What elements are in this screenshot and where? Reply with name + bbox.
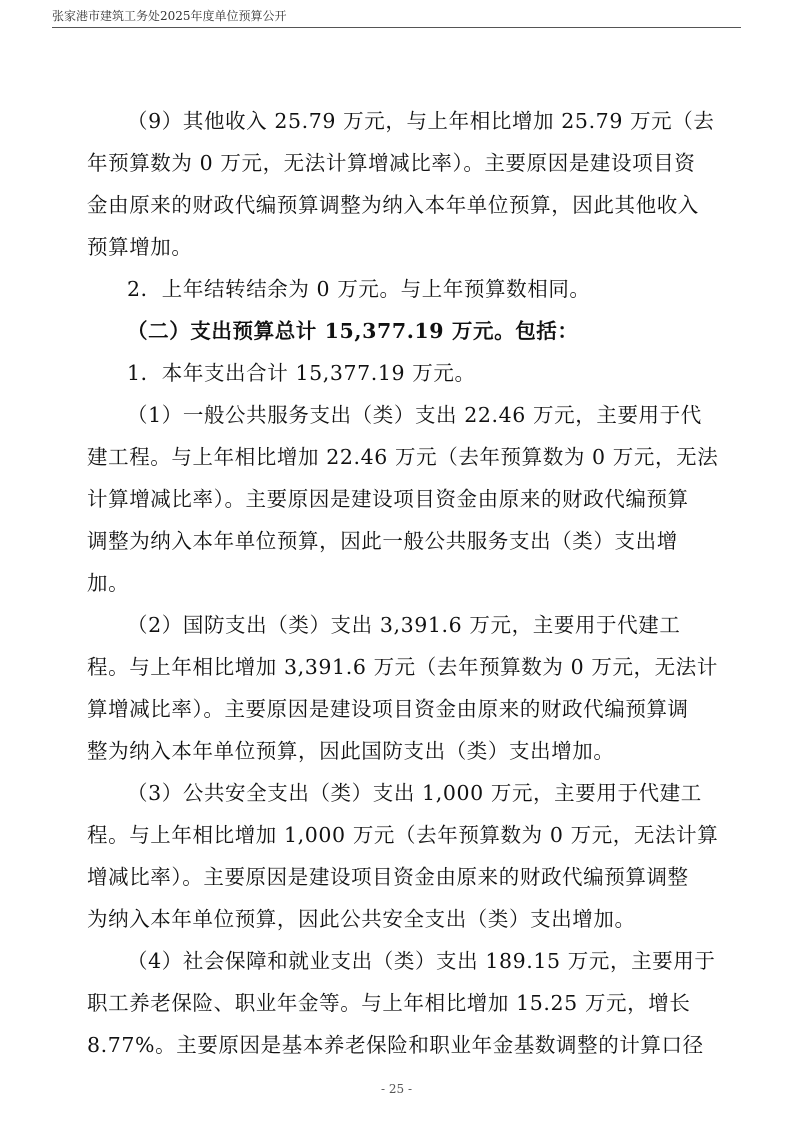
paragraph-line: 程。与上年相比增加 1,000 万元（去年预算数为 0 万元，无法计算 [87,823,719,847]
paragraph-line: 算增减比率）。主要原因是建设项目资金由原来的财政代编预算调 [87,697,689,721]
paragraph-line: 增减比率）。主要原因是建设项目资金由原来的财政代编预算调整 [87,865,689,889]
paragraph-line: 1．本年支出合计 15,377.19 万元。 [127,361,476,385]
paragraph-line: 计算增减比率）。主要原因是建设项目资金由原来的财政代编预算 [87,487,689,511]
page-header-title: 张家港市建筑工务处2025年度单位预算公开 [52,9,287,23]
paragraph-line: 整为纳入本年单位预算，因此国防支出（类）支出增加。 [87,739,615,763]
paragraph-line: 8.77%。主要原因是基本养老保险和职业年金基数调整的计算口径 [87,1033,704,1057]
paragraph-line: 建工程。与上年相比增加 22.46 万元（去年预算数为 0 万元，无法 [87,445,719,469]
paragraph-line: （1）一般公共服务支出（类）支出 22.46 万元，主要用于代 [127,403,702,427]
paragraph-line: 职工养老保险、职业年金等。与上年相比增加 15.25 万元，增长 [87,991,691,1015]
paragraph-line: 2．上年结转结余为 0 万元。与上年预算数相同。 [127,277,591,301]
paragraph-line: 调整为纳入本年单位预算，因此一般公共服务支出（类）支出增 [87,529,678,553]
section-heading: （二）支出预算总计 15,377.19 万元。包括： [127,319,579,343]
paragraph-line: 金由原来的财政代编预算调整为纳入本年单位预算，因此其他收入 [87,193,699,217]
paragraph-line: 程。与上年相比增加 3,391.6 万元（去年预算数为 0 万元，无法计 [87,655,718,679]
paragraph-line: （9）其他收入 25.79 万元，与上年相比增加 25.79 万元（去 [127,109,715,133]
page-number: - 25 - [380,1082,412,1096]
paragraph-line: 预算增加。 [87,235,193,259]
paragraph-line: 年预算数为 0 万元，无法计算增减比率）。主要原因是建设项目资 [87,151,696,175]
paragraph-line: （3）公共安全支出（类）支出 1,000 万元，主要用于代建工 [127,781,702,805]
paragraph-line: （2）国防支出（类）支出 3,391.6 万元，主要用于代建工 [127,613,681,637]
header-divider [52,27,741,28]
paragraph-line: （4）社会保障和就业支出（类）支出 189.15 万元，主要用于 [127,949,716,973]
paragraph-line: 加。 [87,571,130,595]
paragraph-line: 为纳入本年单位预算，因此公共安全支出（类）支出增加。 [87,907,636,931]
